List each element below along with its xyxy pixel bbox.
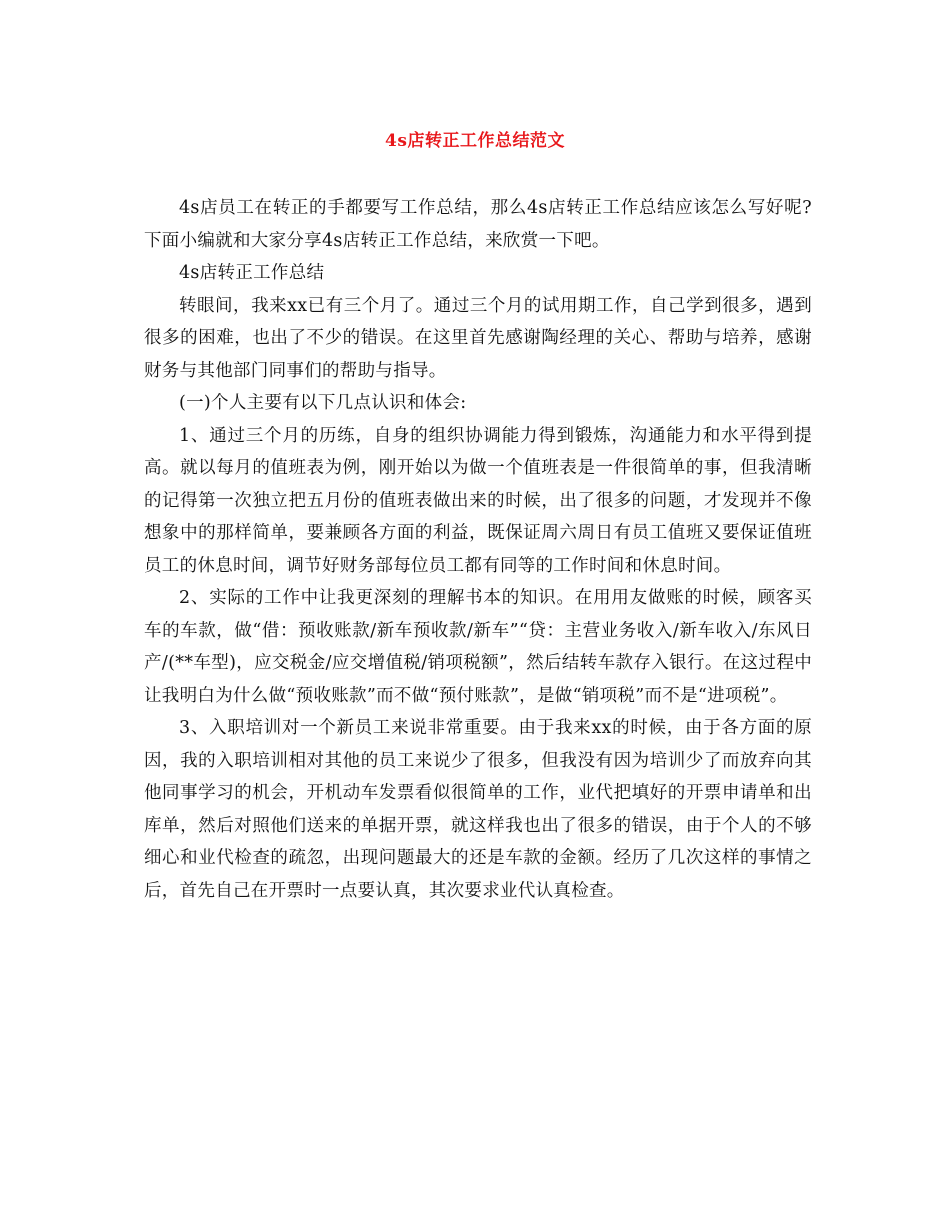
paragraph-point-1: 1、通过三个月的历练，自身的组织协调能力得到锻炼，沟通能力和水平得到提高。就以每月的值班表为例，刚开始以为做一个值班表是一件很简单的事，但我清晰的记得第一次独立把五月份的值班表做出来的时候，出了很多的问题，才发现并不像想象中的那样简单，要兼顾各方面的利益，既保证周六周日有员工值班又要保证值班员工的休息时间，调节好财务部每位员工都有同等的工作时间和休息时间。	[144, 425, 812, 576]
document-title: 4s店转正工作总结范文	[385, 131, 565, 151]
paragraph-point-2: 2、实际的工作中让我更深刻的理解书本的知识。在用用友做账的时候，顾客买车的车款，做“借：预收账款/新车预收款/新车”“贷：主营业务收入/新车收入/东风日产/(**车型)，应交税金/应交增值税/销项税额”，然后结转车款存入银行。在这过程中让我明白为什么做“预收账款”而不做“预付账款”，是做“销项税”而不是“进项税”。	[144, 588, 812, 706]
paragraph-subheading: 4s店转正工作总结	[179, 263, 325, 283]
paragraph-intro: 4s店员工在转正的手都要写工作总结，那么4s店转正工作总结应该怎么写好呢?下面小编就和大家分享4s店转正工作总结，来欣赏一下吧。	[144, 198, 812, 251]
paragraph-point-3: 3、入职培训对一个新员工来说非常重要。由于我来xx的时候，由于各方面的原因，我的入职培训相对其他的员工来说少了很多，但我没有因为培训少了而放弃向其他同事学习的机会，开机动车发票看似很简单的工作，业代把填好的开票申请单和出库单，然后对照他们送来的单据开票，就这样我也出了很多的错误，由于个人的不够细心和业代检查的疏忽，出现问题最大的还是车款的金额。经历了几次这样的事情之后，首先自己在开票时一点要认真，其次要求业代认真检查。	[144, 718, 812, 901]
document-body	[144, 192, 812, 907]
paragraph-section-heading: (一)个人主要有以下几点认识和体会:	[179, 393, 467, 413]
paragraph-opening: 转眼间，我来xx已有三个月了。通过三个月的试用期工作，自己学到很多，遇到很多的困难，也出了不少的错误。在这里首先感谢陶经理的关心、帮助与培养，感谢财务与其他部门同事们的帮助与指导。	[144, 295, 812, 381]
